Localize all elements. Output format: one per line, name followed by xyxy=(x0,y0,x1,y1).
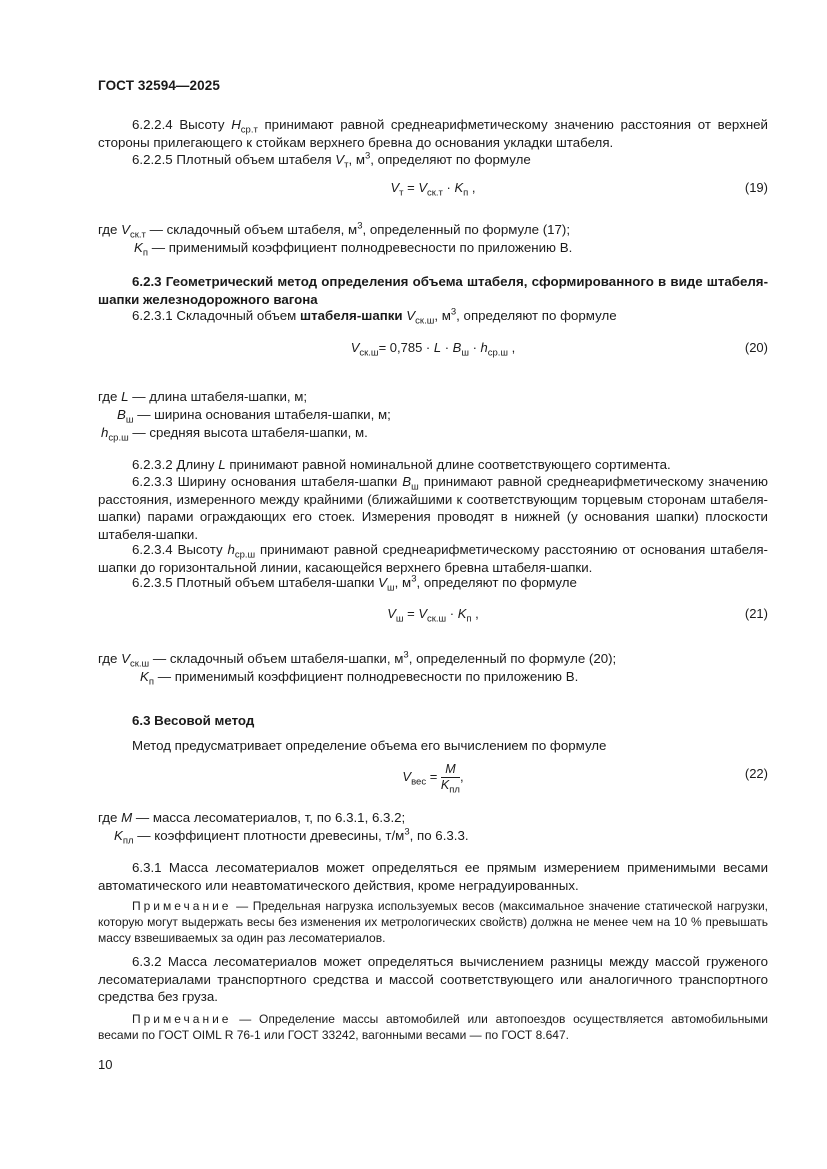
formula-expression: $V_{ск.ш}= 0,785 \cdot L \cdot B_ш \cdot h_{ср.ш}$ , xyxy=(350,340,516,359)
symbol: V xyxy=(335,152,345,167)
formula-expression: $V_ш = V_{ск.ш} \cdot K_п$ , xyxy=(387,606,479,625)
text: принимают равной среднеарифметическому значению расстояния от верхней стороны прилегающего к стойкам верхнего бревна до основания укладки штабеля. xyxy=(98,117,768,150)
paragraph-6-3-1: 6.3.1 Масса лесоматериалов может определяться ее прямым измерением применимыми весами автоматического или неавтоматического действия, кроме неградуированных. xyxy=(98,860,768,893)
where-line: $K_п$ — применимый коэффициент полнодревесности по приложению В. xyxy=(140,669,579,688)
page-header: ГОСТ 32594—2025 xyxy=(98,78,220,93)
paragraph-6-2-2-5 xyxy=(98,151,768,169)
paragraph-6-2-3-4: 6.2.3.4 Высоту $h_{ср.ш}$ принимают равной среднеарифметическому расстоянию от основания штабеля-шапки до горизонтальной линии, касающейся верхнего бревна штабеля-шапки. xyxy=(98,542,768,575)
formula-number: (22) xyxy=(744,766,768,781)
text: 6.2.2.4 Высоту xyxy=(132,117,232,132)
formula-20 xyxy=(98,340,768,364)
where-line: $K_п$ — применимый коэффициент полнодревесности по приложению В. xyxy=(134,240,573,259)
text: , определяют по формуле xyxy=(370,152,531,167)
where-line: $K_{пл}$ — коэффициент плотности древесины, $т/м^3$, по 6.3.3. xyxy=(114,826,469,847)
subscript: ср.т xyxy=(240,124,258,136)
note-label: Примечание xyxy=(132,899,232,913)
paragraph-6-2-3-3: 6.2.3.3 Ширину основания штабеля-шапки $B_ш$ принимают равной среднеарифметическому значению расстояния, измеренного между крайними (ближайшими к соответствующим торцевым сторонам штабеля-шапки) парами ограждающих его стоек. Измерения проводят в нижней (у основания шапки) плоскости штабеля-шапки. xyxy=(98,474,768,542)
paragraph-6-2-2-4 xyxy=(98,116,768,151)
section-heading-6-2-3: 6.2.3 Геометрический метод определения объема штабеля, сформированного в виде штабеля-шапки железнодорожного вагона xyxy=(98,274,768,307)
where-line: где $V_{ск.т}$ — складочный объем штабеля, $м^3$, определенный по формуле (17); xyxy=(98,220,571,241)
formula-21 xyxy=(98,606,768,630)
note-text: — Предельная нагрузка используемых весов (максимальное значение статической нагрузки, которую могут выдержать весы без изменения их метрологических свойств) должна не менее чем на 10 % превышать массу взвешиваемых за один раз лесоматериалов. xyxy=(98,899,768,945)
where-line: $B_ш$ — ширина основания штабеля-шапки, м; xyxy=(117,407,391,426)
superscript: 3 xyxy=(365,150,371,162)
where-line: где L — длина штабеля-шапки, м; xyxy=(98,389,308,404)
page-number: 10 xyxy=(98,1057,113,1072)
where-line: $h_{ср.ш}$ — средняя высота штабеля-шапки, м. xyxy=(101,425,368,444)
text: 6.2.2.5 Плотный объем штабеля xyxy=(132,152,336,167)
formula-number: (20) xyxy=(744,340,768,355)
symbol: H xyxy=(231,117,241,132)
formula-number: (21) xyxy=(744,606,768,621)
note-label: Примечание xyxy=(132,1012,232,1026)
formula-number: (19) xyxy=(744,180,768,195)
subscript: т xyxy=(344,159,349,171)
where-line: где M — масса лесоматериалов, т, по 6.3.1, 6.3.2; xyxy=(98,810,406,825)
note-1 xyxy=(98,898,768,946)
fraction: $\frac{M}{K_{пл}}$ xyxy=(440,762,460,796)
paragraph-6-2-3-1: 6.2.3.1 Складочный объем штабеля-шапки $V_{ск.ш}$, $м^3$, определяют по формуле xyxy=(132,306,617,327)
formula-expression: $V_{вес}$ = $\frac{M}{K_{пл}}$ , xyxy=(402,762,464,796)
section-heading-6-3: 6.3 Весовой метод xyxy=(132,713,255,728)
formula-19 xyxy=(98,180,768,204)
note-2 xyxy=(98,1011,768,1043)
paragraph-6-2-3-2: 6.2.3.2 Длину L принимают равной номинальной длине соответствующего сортимента. xyxy=(132,457,671,472)
formula-22 xyxy=(98,762,768,796)
paragraph-6-3: Метод предусматривает определение объема его вычислением по формуле xyxy=(132,738,607,753)
where-line: где $V_{ск.ш}$ — складочный объем штабеля-шапки, $м^3$, определенный по формуле (20); xyxy=(98,649,617,670)
paragraph-6-2-3-5: 6.2.3.5 Плотный объем штабеля-шапки $V_ш$, $м^3$, определяют по формуле xyxy=(132,573,577,594)
note-text: — Определение массы автомобилей или автопоездов осуществляется автомобильными весами по ГОСТ OIML R 76-1 или ГОСТ 33242, вагонными весами — по ГОСТ 8.647. xyxy=(98,1012,768,1042)
text: , м xyxy=(348,152,365,167)
paragraph-6-3-2: 6.3.2 Масса лесоматериалов может определяться вычислением разницы между массой груженого лесоматериалами транспортного средства и массой соответствующего или аналогичного транспортного средства без груза. xyxy=(98,954,768,1004)
formula-expression: $V_т = V_{ск.т} \cdot K_п$ , xyxy=(390,180,476,199)
